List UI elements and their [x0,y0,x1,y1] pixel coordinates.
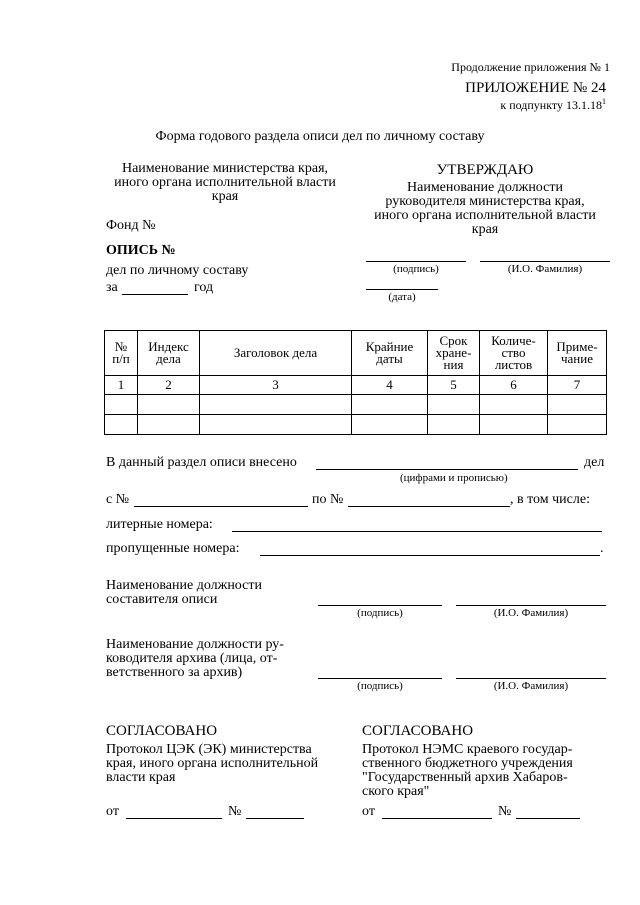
col-header-dates: Крайние даты [352,331,428,376]
approve-signature-line[interactable] [366,261,466,262]
agreed-left-number-line[interactable] [246,818,304,819]
summary-digits-hint: (цифрами и прописью) [400,472,508,484]
inventory-table [104,330,607,435]
table-cell[interactable] [200,395,352,415]
appendix-reference: к подпункту 13.1.18$^1$ [500,97,606,112]
agreed-right-title: СОГЛАСОВАНО [362,723,474,739]
summary-count-line[interactable] [316,469,578,470]
appendix-title: ПРИЛОЖЕНИЕ № 24 [465,80,606,96]
summary-to-line[interactable] [348,506,510,507]
table-cell[interactable] [428,415,480,435]
missing-numbers-label: пропущенные номера: [106,541,240,556]
summary-from-line[interactable] [134,506,308,507]
agreed-right-text: Протокол НЭМС краевого государ- ственного бюджетного учреждения "Государственный архив Хабаров- ского края" [362,742,573,799]
agreed-right-number-line[interactable] [516,818,580,819]
agreed-right-no: № [498,804,512,819]
col-header-index: Индекс дела [138,331,200,376]
table-cell[interactable] [105,415,138,435]
table-cell[interactable] [428,395,480,415]
approve-title: УТВЕРЖДАЮ [436,162,534,178]
missing-numbers-line[interactable] [260,555,600,556]
table-cell[interactable] [352,395,428,415]
table-cell[interactable] [480,415,548,435]
archive-signature-line[interactable] [318,678,442,679]
table-cell[interactable] [548,395,607,415]
continuation-note: Продолжение приложения № 1 [451,60,610,74]
compiler-fio-line[interactable] [456,605,606,606]
table-cell[interactable] [480,395,548,415]
table-cell: 7 [548,376,607,395]
summary-entered-label: В данный раздел описи внесено [106,455,297,470]
opis-subject: дел по личному составу [106,263,249,278]
compiler-fio-hint: (И.О. Фамилия) [493,607,569,619]
agreed-left-ot: от [106,804,119,819]
col-header-retention: Срок хране- ния [428,331,480,376]
letter-numbers-line[interactable] [232,531,602,532]
year-god-label: год [194,280,214,295]
form-title: Форма годового раздела описи дел по личному составу [155,129,485,144]
table-cell[interactable] [105,395,138,415]
table-cell: 6 [480,376,548,395]
agreed-left-date-line[interactable] [126,818,222,819]
letter-numbers-label: литерные номера: [106,517,213,532]
summary-from-label: с № [106,492,130,507]
summary-to-label: по № [312,492,344,507]
table-cell: 3 [200,376,352,395]
compiler-signature-hint: (подпись) [357,607,403,619]
org-name: Наименование министерства края, иного органа исполнительной власти края [114,161,336,204]
col-header-number: № п/п [105,331,138,376]
table-cell: 4 [352,376,428,395]
agreed-left-text: Протокол ЦЭК (ЭК) министерства края, иного органа исполнительной власти края [106,742,319,785]
summary-including: , в том числе: [510,492,590,507]
fond-label: Фонд № [106,218,156,233]
table-row [105,395,607,415]
approve-date-line[interactable] [366,289,438,290]
approve-date-hint: (дата) [388,291,416,303]
table-row [105,415,607,435]
table-cell[interactable] [138,415,200,435]
col-header-note: Приме- чание [548,331,607,376]
table-cell[interactable] [200,415,352,435]
table-cell: 1 [105,376,138,395]
approve-position: Наименование должности руководителя министерства края, иного органа исполнительной власти края [374,180,596,237]
table-cell[interactable] [548,415,607,435]
archive-head-position: Наименование должности ру- ководителя архива (лица, от- ветственного за архив) [106,637,284,680]
table-cell[interactable] [352,415,428,435]
compiler-position: Наименование должности составителя описи [106,578,262,607]
archive-signature-hint: (подпись) [357,680,403,692]
agreed-right-date-line[interactable] [382,818,492,819]
approve-fio-hint: (И.О. Фамилия) [507,263,583,275]
table-cell: 2 [138,376,200,395]
table-cell[interactable] [138,395,200,415]
archive-fio-line[interactable] [456,678,606,679]
opis-label: ОПИСЬ № [106,243,176,258]
missing-numbers-period: . [600,541,604,556]
table-cell: 5 [428,376,480,395]
agreed-left-title: СОГЛАСОВАНО [106,723,218,739]
approve-signature-hint: (подпись) [393,263,439,275]
agreed-left-no: № [228,804,242,819]
archive-fio-hint: (И.О. Фамилия) [493,680,569,692]
year-blank[interactable] [122,294,188,295]
col-header-sheets: Количе- ство листов [480,331,548,376]
agreed-right-ot: от [362,804,375,819]
table-number-row [105,376,607,395]
year-za-label: за [106,280,118,295]
summary-del-label: дел [584,455,605,470]
approve-fio-line[interactable] [480,261,610,262]
table-header-row [105,331,607,376]
compiler-signature-line[interactable] [318,605,442,606]
col-header-title: Заголовок дела [200,331,352,376]
